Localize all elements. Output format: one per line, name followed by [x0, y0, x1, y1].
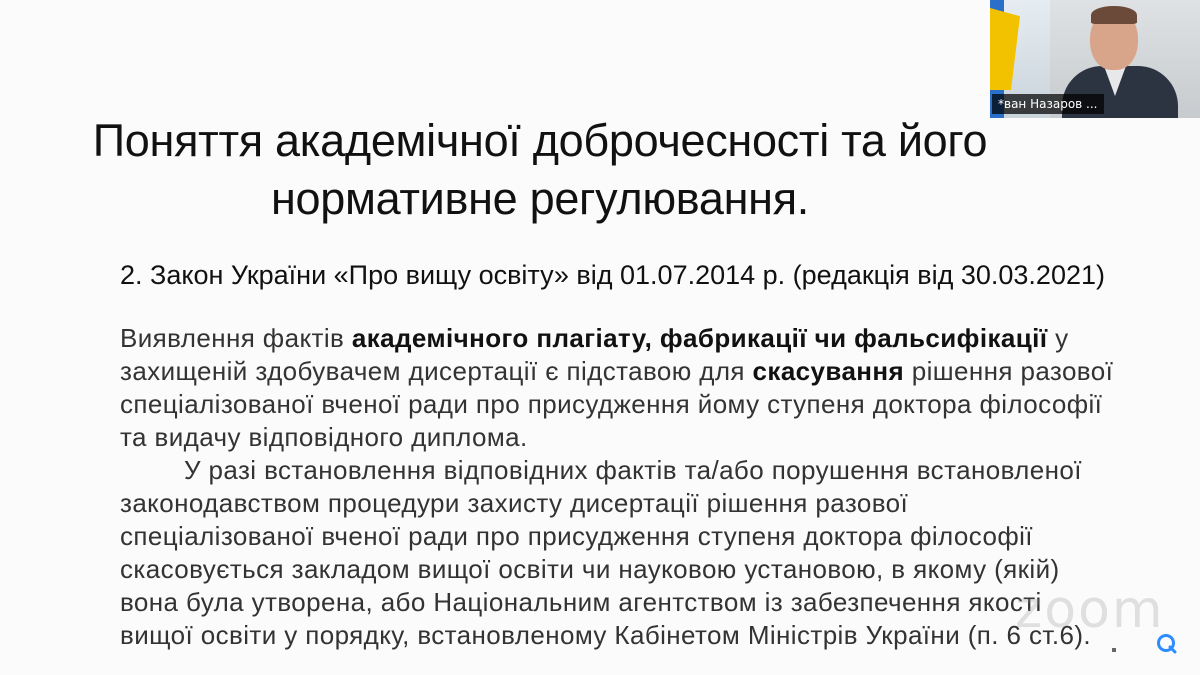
zoom-q-icon: [1155, 632, 1177, 654]
participant-video-tile[interactable]: [990, 0, 1200, 118]
paragraph2-line-5: вона була утворена, або Національним агентством із забезпечення якості: [120, 587, 1042, 617]
paragraph2-line-1: У разі встановлення відповідних фактів та/або порушення встановленої: [184, 455, 1082, 485]
slide-title-line-2: нормативне регулювання.: [270, 173, 809, 224]
paragraph1-line-3: спеціалізованої вченої ради про присудження йому ступеня доктора філософії: [120, 389, 1103, 419]
paragraph1-line-2-part-a: захищеній здобувачем дисертації є підставою для: [120, 356, 753, 386]
slide-body-text: [120, 322, 1120, 652]
participant-name-label: *ван Назаров ...: [992, 94, 1104, 114]
paragraph1-line-4: та видачу відповідного диплома.: [120, 422, 528, 452]
paragraph2-line-6: вищої освіти у порядку, встановленому Кабінетом Міністрів України (п. 6 ст.6).: [120, 620, 1091, 650]
slide-title: [0, 112, 1080, 228]
bold-word-cancellation: скасування: [752, 356, 905, 386]
paragraph1-line-2-part-c: рішення разової: [904, 356, 1114, 386]
cursor-marker: [1112, 648, 1116, 652]
participant-hair: [1091, 6, 1137, 24]
zoom-watermark: zoom: [1015, 580, 1165, 640]
bold-phrase-plagiarism: академічного плагіату, фабрикації чи фальсифікації: [351, 323, 1048, 353]
paragraph1-line-1-part-a: Виявлення фактів: [120, 323, 352, 353]
paragraph2-line-3: спеціалізованої вченої ради про присудження ступеня доктора філософії: [120, 521, 1033, 551]
paragraph2-line-2: законодавством процедури захисту дисертації рішення разової: [120, 488, 909, 518]
paragraph1-line-1: [120, 322, 1120, 355]
paragraph2-line-4: скасовується закладом вищої освіти чи науковою установою, в якому (якій): [120, 554, 1060, 584]
paragraph1-line-1-part-c: у: [1047, 323, 1069, 353]
paragraph1-line-2: [120, 355, 1120, 388]
slide-title-line-1: Поняття академічної доброчесності та його: [92, 115, 988, 166]
law-reference: 2. Закон України «Про вищу освіту» від 01.07.2014 р. (редакція від 30.03.2021): [120, 260, 1105, 290]
